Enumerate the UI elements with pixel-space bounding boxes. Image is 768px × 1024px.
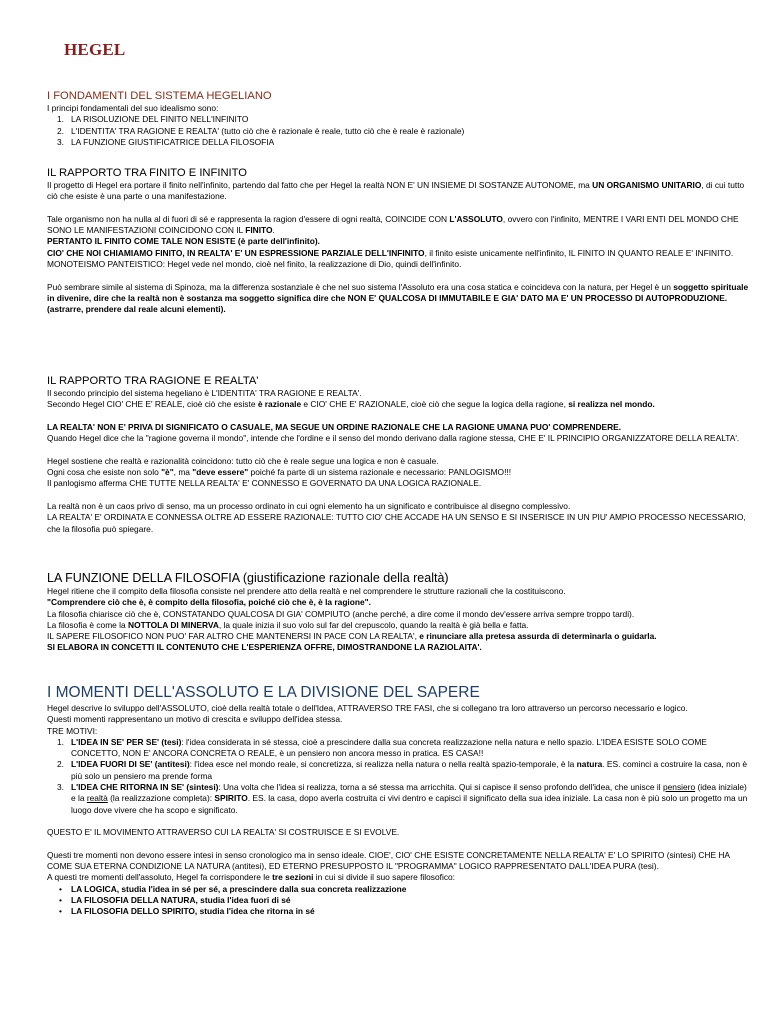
list-item (47, 126, 753, 137)
text-run-bold: L'IDEA IN SE' PER SE' (tesi) (71, 736, 182, 747)
section-heading-finito-infinito: IL RAPPORTO TRA FINITO E INFINITO (47, 167, 247, 179)
text-run: : l'idea considerata in sé stessa, cioè a prescindere dalla sua concreta realizzazione nella natura e nello spazio. L'IDEA ESISTE SOLO COME CONCETTO, NON E' ANCORA CONCRETA O REALE, è un pensiero non ancora messo in pratica. ES CASA!! (71, 736, 707, 759)
text-run: , ovvero con l'infinito, MENTRE I VARI ENTI DEL MONDO CHE SONO LE MANIFESTAZIONI COINCIDONO CON IL (47, 213, 739, 236)
section-fondamenti (47, 89, 753, 148)
list-number: 1. (57, 736, 64, 747)
paragraph (47, 304, 753, 315)
section-heading-fondamenti: I FONDAMENTI DEL SISTEMA HEGELIANO (47, 90, 272, 102)
text-run: Il progetto di Hegel era portare il finito nell'infinito, partendo dal fatto che per Hegel la realtà NON E' UN INSIEME DI SOSTANZE AUTONOME, ma (47, 180, 593, 190)
paragraph (47, 422, 753, 433)
text-run-bold: si realizza nel mondo. (568, 399, 655, 410)
text-run: IL SAPERE FILOSOFICO NON PUO' FAR ALTRO CHE MANTENERSI IN PACE CON LA REALTA', (47, 631, 420, 642)
text-run-bold: L'IDEA FUORI DI SE' (antitesi) (71, 759, 190, 770)
text-run: A questi tre momenti dell'assoluto, Hegel fa corrispondere le (47, 872, 273, 883)
bullet-icon: • (59, 906, 62, 917)
paragraph: Hegel ritiene che il compito della filosofia consiste nel prendere atto della realtà e nel comprendere le strutture razionali che la costituiscono. (47, 586, 566, 596)
paragraph: Quando Hegel dice che la "ragione governa il mondo", intende che l'ordine e il senso del mondo derivano dalla ragione stessa, CHE E' IL PRINCIPIO ORGANIZZATORE DELLA REALTA'. (47, 433, 740, 444)
text-run-bold: PERTANTO IL FINITO COME TALE NON ESISTE (è parte dell'infinito). (47, 236, 320, 247)
paragraph: Hegel descrive lo sviluppo dell'ASSOLUTO, cioè della realtà totale o dell'Idea, ATTRAVERSO TRE FASI, che si collegano tra loro attraverso un percorso necessario e logico. (47, 703, 688, 713)
paragraph (47, 282, 753, 305)
paragraph (47, 872, 753, 883)
text-run-bold: LA REALTA' NON E' PRIVA DI SIGNIFICATO O CASUALE, MA SEGUE UN ORDINE RAZIONALE CHE LA RAGIONE UMANA PUO' COMPRENDERE. (47, 421, 622, 432)
list-item-text: L'IDENTITA' TRA RAGIONE E REALTA' (tutto ciò che è razionale è reale, tutto ciò che è reale è razionale) (71, 125, 465, 136)
text-run: . ES. la casa, dopo averla costruita ci vivi dentro e capisci il significato della sua idea iniziale. La casa non è più solo un progetto ma un luogo dove vivere che ha scopo e significato. (71, 793, 748, 815)
list-item-text: LA FILOSOFIA DELLA NATURA, studia l'idea fuori di sé (71, 895, 291, 906)
text-run: , il finito esiste unicamente nell'infinito, IL FINITO IN QUANTO REALE E' INFINITO. (424, 247, 734, 258)
text-run-bold: L'IDEA CHE RITORNA IN SE' (sintesi) (71, 782, 219, 793)
text-run-bold: è razionale (257, 399, 302, 410)
list-item (47, 895, 753, 906)
text-run: poiché fa parte di un sistema razionale e necessario: PANLOGISMO!!! (248, 467, 512, 478)
list-item-text: LA FUNZIONE GIUSTIFICATRICE DELLA FILOSOFIA (71, 136, 275, 147)
text-run: , la quale inizia il suo volo sul far del crepuscolo, quando la realtà è già bella e fatta. (218, 619, 529, 630)
text-run: : l'idea esce nel mondo reale, si concretizza, si realizza nella natura o nella realtà spazio-temporale, è la (189, 759, 577, 770)
section-funzione-filosofia (47, 571, 753, 654)
section-momenti-assoluto (47, 683, 753, 918)
paragraph (47, 248, 753, 259)
list-item (47, 737, 753, 760)
paragraph: Il panlogismo afferma CHE TUTTE NELLA REALTA' E' CONNESSO E GOVERNATO DA UNA LOGICA RAZIONALE. (47, 478, 482, 489)
list-item (47, 759, 753, 782)
text-run-underline: pensiero (662, 782, 696, 793)
text-run-bold: SPIRITO (214, 793, 248, 804)
text-run: . (272, 225, 275, 236)
text-run: Tale organismo non ha nulla al di fuori di sé e rappresenta la ragion d'essere di ogni realtà, COINCIDE CON (47, 213, 450, 224)
paragraph: Questi tre momenti non devono essere intesi in senso cronologico ma in senso ideale. CIOE', CIO' CHE ESISTE CONCRETAMENTE NELLA REALTA' E' LO SPIRITO (sintesi) CHE HA COME SUA ETERNA CONDIZIONE LA NATURA (antitesi), ED ETERNO PRESUPPOSTO IL "PROGRAMMA" LOGICO RAPPRESENTATO DALL'IDEA PURA (tesi). (47, 849, 730, 872)
fondamenti-list (47, 114, 753, 148)
text-run-bold: tre sezioni (272, 872, 314, 883)
text-run: Può sembrare simile al sistema di Spinoza, ma la differenza sostanziale è che nel suo sistema l'Assoluto era una cosa statica e coincideva con la natura, per Hegel è un (47, 281, 674, 292)
paragraph (47, 631, 753, 642)
text-run-bold: natura (576, 759, 603, 770)
paragraph (47, 642, 753, 653)
text-run-bold: "Comprendere ciò che è, è compito della filosofia, poiché ciò che è, è la ragione". (47, 597, 371, 608)
text-run: e CIO' CHE E' RAZIONALE, cioè ciò che segue la logica della ragione, (301, 399, 569, 410)
bullet-icon: • (59, 883, 62, 894)
text-run-bold: SI ELABORA IN CONCETTI IL CONTENUTO CHE L'ESPERIENZA OFFRE, DIMOSTRANDONE LA RAZIOLAITA'. (47, 642, 482, 653)
paragraph (47, 399, 753, 410)
text-run: in cui si divide il suo sapere filosofico: (313, 872, 455, 883)
text-run: , ma (173, 467, 193, 478)
text-run: Secondo Hegel CIO' CHE E' REALE, cioè ciò che esiste (47, 399, 258, 410)
text-run: : Una volta che l'idea si realizza, torna a sé stessa ma arricchita. Qui si capisce il senso profondo dell'idea, che unisce il (218, 782, 663, 793)
momenti-list (47, 737, 753, 816)
text-run-bold: "deve essere" (192, 467, 249, 478)
sezioni-list (47, 884, 753, 918)
text-run-underline: realtà (86, 793, 108, 804)
document-title: HEGEL (64, 40, 126, 59)
text-run-bold: FINITO (245, 225, 273, 236)
text-run: (la realizzazione completa): (107, 793, 215, 804)
text-run: Ogni cosa che esiste non solo (47, 467, 162, 478)
text-run-bold: UN ORGANISMO UNITARIO (592, 180, 702, 190)
paragraph: Questi momenti rappresentano un motivo di crescita e sviluppo dell'idea stessa. (47, 714, 343, 725)
list-item (47, 906, 753, 917)
text-run-bold: "è" (161, 467, 174, 478)
list-number: 3. (57, 782, 64, 793)
paragraph: La realtà non è un caos privo di senso, ma un processo ordinato in cui ogni elemento ha un significato e contribuisce al disegno complessivo. (47, 500, 571, 511)
paragraph: La filosofia chiarisce ciò che è, CONSTATANDO QUALCOSA DI GIA' COMPIUTO (anche perché, a dire come il mondo dev'essere arriva sempre troppo tardi). (47, 608, 635, 619)
list-number: 1. (57, 114, 64, 125)
list-item-text: LA RISOLUZIONE DEL FINITO NELL'INFINITO (71, 114, 249, 125)
section-heading-ragione-realta: IL RAPPORTO TRA RAGIONE E REALTA' (47, 375, 259, 387)
paragraph (47, 180, 753, 203)
section-heading-funzione-filosofia: LA FUNZIONE DELLA FILOSOFIA (giustificazione razionale della realtà) (47, 571, 449, 585)
paragraph (47, 467, 753, 478)
text-run-bold: CIO' CHE NOI CHIAMIAMO FINITO, IN REALTA' E' UN ESPRESSIONE PARZIALE DELL'INFINITO (47, 247, 425, 258)
text-run-bold: L'ASSOLUTO (449, 213, 503, 224)
paragraph: Hegel sostiene che realtà e razionalità coincidono: tutto ciò che è reale segue una logica e non è casuale. (47, 455, 439, 466)
bullet-icon: • (59, 895, 62, 906)
paragraph: TRE MOTIVI: (47, 725, 98, 736)
text-run-bold: soggetto spirituale in divenire, dire che la realtà non è sostanza ma soggetto significa dire che NON E' QUALCOSA DI IMMUTABILE E GIA' DATO MA E' UN PROCESSO DI AUTOPRODUZIONE. (47, 281, 749, 303)
paragraph: MONOTEISMO PANTEISTICO: Hegel vede nel mondo, cioè nel finito, la realizzazione di Dio, quindi dell'infinito. (47, 259, 462, 270)
paragraph: Il secondo principio del sistema hegeliano è L'IDENTITA' TRA RAGIONE E REALTA'. (47, 388, 362, 398)
list-item (47, 114, 753, 125)
list-item (47, 884, 753, 895)
list-number: 3. (57, 136, 64, 147)
paragraph (47, 597, 753, 608)
list-item-text: LA FILOSOFIA DELLO SPIRITO, studia l'idea che ritorna in sé (71, 906, 315, 917)
text-run-bold: (astrarre, prendere dal reale alcuni elementi). (47, 304, 226, 315)
paragraph (47, 214, 753, 237)
text-run: , di cui tutto ciò che esiste è una parte o una manifestazione. (47, 180, 745, 202)
section-heading-momenti-assoluto: I MOMENTI DELL'ASSOLUTO E LA DIVISIONE DEL SAPERE (47, 684, 480, 701)
section-ragione-realta (47, 374, 753, 535)
section-finito-infinito (47, 166, 753, 316)
paragraph: LA REALTA' E' ORDINATA E CONNESSA OLTRE AD ESSERE RAZIONALE: TUTTO CIO' CHE ACCADE HA UN SENSO E SI INSERISCE IN UN PIU' AMPIO PROCESSO NECESSARIO, che la filosofia può spiegare. (47, 512, 746, 534)
paragraph: QUESTO E' IL MOVIMENTO ATTRAVERSO CUI LA REALTA' SI COSTRUISCE E SI EVOLVE. (47, 827, 400, 838)
paragraph (47, 620, 753, 631)
fondamenti-intro: I principi fondamentali del suo idealismo sono: (47, 103, 219, 113)
text-run: La filosofia è come la (47, 619, 129, 630)
text-run-bold: NOTTOLA DI MINERVA (128, 619, 219, 630)
text-run: . ES. cominci a costruire la casa, non è più solo un pensiero ma prende forma (71, 759, 748, 781)
text-run: (idea iniziale) e la (71, 782, 747, 804)
list-item-text: LA LOGICA, studia l'idea in sé per sé, a prescindere dalla sua concreta realizzazione (71, 883, 407, 894)
list-item (47, 782, 753, 816)
list-number: 2. (57, 125, 64, 136)
list-number: 2. (57, 759, 64, 770)
paragraph (47, 236, 753, 247)
list-item (47, 137, 753, 148)
text-run-bold: e rinunciare alla pretesa assurda di determinarla o guidarla. (419, 631, 657, 642)
